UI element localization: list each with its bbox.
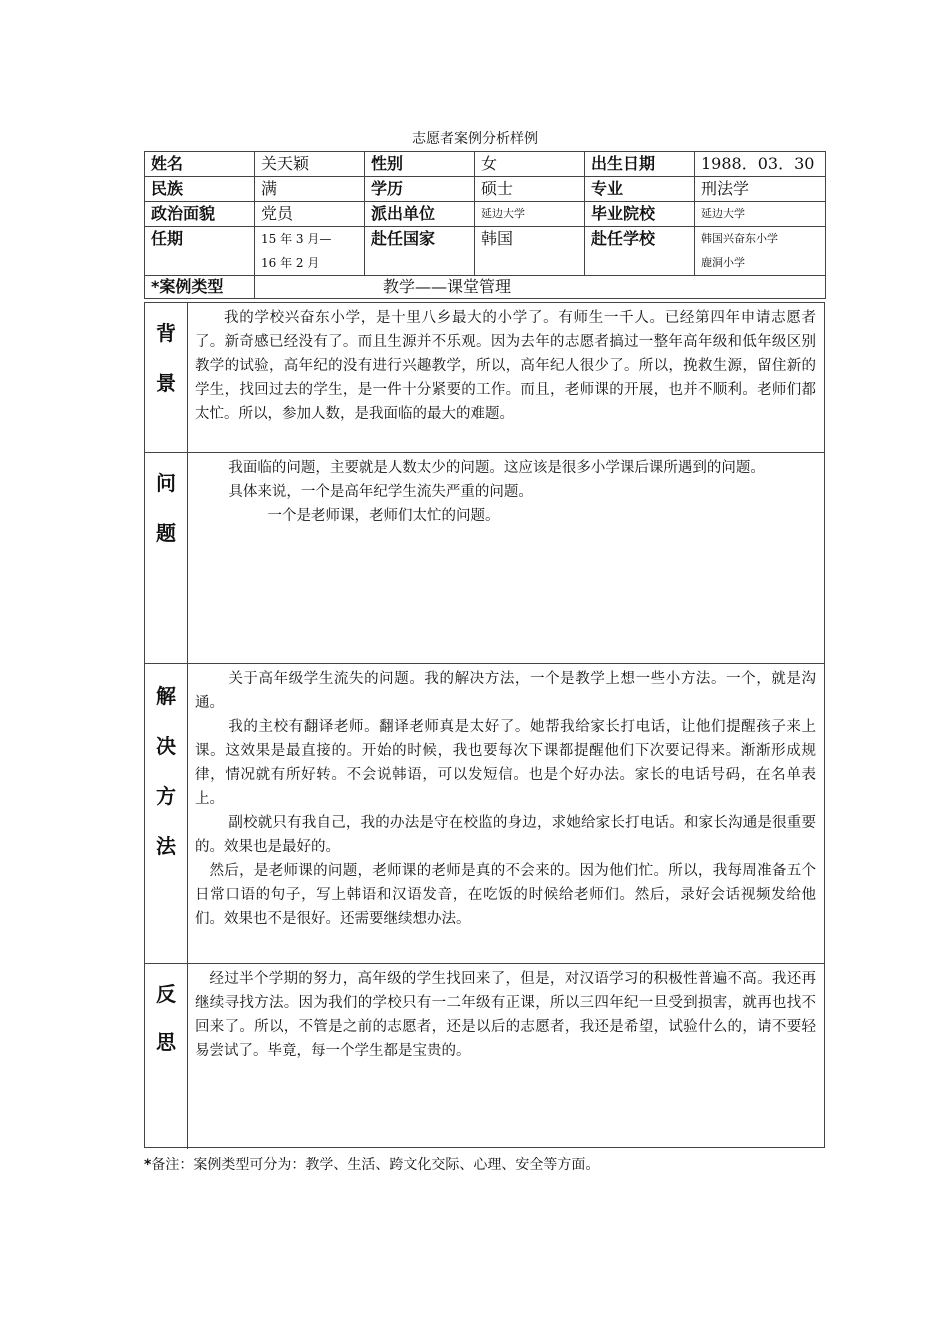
term-value: [255, 227, 365, 276]
case-type-value: 教学——课堂管理: [255, 276, 826, 299]
edu-value: 硕士: [475, 177, 585, 202]
case-type-label: *案例类型: [145, 276, 255, 299]
label-char: 景: [156, 371, 176, 395]
ethnic-label: 民族: [145, 177, 255, 202]
info-row-5: [145, 276, 826, 299]
term-label: 任期: [145, 227, 255, 276]
section-problem-content: [195, 456, 816, 528]
birth-value: 1988．03．30: [695, 152, 826, 177]
info-row-1: [145, 152, 826, 177]
label-char: 问: [156, 471, 176, 495]
section-background: [145, 302, 824, 453]
name-label: 姓名: [145, 152, 255, 177]
paragraph: 具体来说，一个是高年纪学生流失严重的问题。: [228, 484, 533, 500]
paragraph: 一个是老师课，老师们太忙的问题。: [267, 508, 500, 524]
name-value: 关天颖: [255, 152, 365, 177]
birth-label: 出生日期: [585, 152, 695, 177]
school-line-1: 韩国兴奋东小学: [701, 232, 778, 245]
school-label: 赴任学校: [585, 227, 695, 276]
footnote-text: 备注：案例类型可分为：教学、生活、跨文化交际、心理、安全等方面。: [151, 1157, 600, 1173]
info-row-4: [145, 227, 826, 276]
label-char: 解: [156, 684, 176, 708]
document-title: 志愿者案例分析样例: [412, 131, 538, 147]
gender-value: 女: [475, 152, 585, 177]
term-line-1: 15 年 3 月—: [261, 232, 332, 246]
section-problem: [145, 452, 824, 664]
label-char: 方: [156, 784, 176, 808]
label-char: 决: [156, 734, 176, 758]
grad-label: 毕业院校: [585, 202, 695, 227]
sections-box: [144, 302, 825, 1148]
gender-label: 性别: [365, 152, 475, 177]
footnote: [144, 1154, 599, 1174]
info-row-2: [145, 177, 826, 202]
paragraph: 我的学校兴奋东小学，是十里八乡最大的小学了。有师生一千人。已经第四年申请志愿者了。新奇感已经没有了。而且生源并不乐观。因为去年的志愿者搞过一整年高年级和低年级区别教学的试验，高年纪的没有进行兴趣教学，所以，高年纪人很少了。所以，挽救生源，留住新的学生，找回过去的学生，是一件十分紧要的工作。而且，老师课的开展，也并不顺利。老师们都太忙。所以，参加人数，是我面临的最大的难题。: [195, 310, 816, 422]
paragraph: 经过半个学期的努力，高年级的学生找回来了，但是，对汉语学习的积极性普遍不高。我还再继续寻找方法。因为我们的学校只有一二年级有正课，所以三四年纪一旦受到损害，就再也找不回来了。所以，不管是之前的志愿者，还是以后的志愿者，我还是希望，试验什么的，请不要轻易尝试了。毕竟，每一个学生都是宝贵的。: [195, 971, 816, 1059]
unit-value: 延边大学: [475, 202, 585, 227]
ethnic-value: 满: [255, 177, 365, 202]
grad-value: 延边大学: [695, 202, 826, 227]
section-solution-content: [195, 667, 816, 931]
label-char: 反: [156, 982, 176, 1006]
political-value: 党员: [255, 202, 365, 227]
label-char: 题: [156, 521, 176, 545]
section-reflection-content: [195, 967, 816, 1063]
unit-label: 派出单位: [365, 202, 475, 227]
paragraph: 然后，是老师课的问题，老师课的老师是真的不会来的。因为他们忙。所以，我每周准备五个日常口语的句子，写上韩语和汉语发音，在吃饭的时候给老师们。然后，录好会话视频发给他们。效果也不是很好。还需要继续想办法。: [195, 863, 816, 927]
section-problem-label: [145, 453, 188, 664]
section-solution: [145, 663, 824, 964]
edu-label: 学历: [365, 177, 475, 202]
major-value: 刑法学: [695, 177, 826, 202]
paragraph: 副校就只有我自己，我的办法是守在校监的身边，求她给家长打电话。和家长沟通是很重要的。效果也是最好的。: [195, 815, 816, 855]
country-label: 赴任国家: [365, 227, 475, 276]
info-table: [144, 151, 826, 299]
footnote-star: *: [144, 1157, 152, 1173]
section-reflection-label: [145, 964, 188, 1149]
info-row-3: [145, 202, 826, 227]
paragraph: 关于高年级学生流失的问题。我的解决方法，一个是教学上想一些小方法。一个，就是沟通。: [195, 671, 816, 711]
country-value: 韩国: [475, 227, 585, 276]
section-background-content: [195, 306, 816, 426]
major-label: 专业: [585, 177, 695, 202]
section-background-label: [145, 303, 188, 453]
school-value: [695, 227, 826, 276]
label-char: 法: [156, 834, 176, 858]
paragraph: 我面临的问题，主要就是人数太少的问题。这应该是很多小学课后课所遇到的问题。: [228, 460, 765, 476]
paragraph: 我的主校有翻译老师。翻译老师真是太好了。她帮我给家长打电话，让他们提醒孩子来上课。这效果是最直接的。开始的时候，我也要每次下课都提醒他们下次要记得来。渐渐形成规律，情况就有所好转。不会说韩语，可以发短信。也是个好办法。家长的电话号码，在名单表上。: [195, 719, 816, 807]
section-solution-label: [145, 664, 188, 964]
label-char: 思: [156, 1030, 176, 1054]
label-char: 背: [156, 321, 176, 345]
political-label: 政治面貌: [145, 202, 255, 227]
term-line-2: 16 年 2 月: [261, 256, 320, 270]
section-reflection: [145, 963, 824, 1149]
school-line-2: 鹿洞小学: [701, 256, 745, 269]
